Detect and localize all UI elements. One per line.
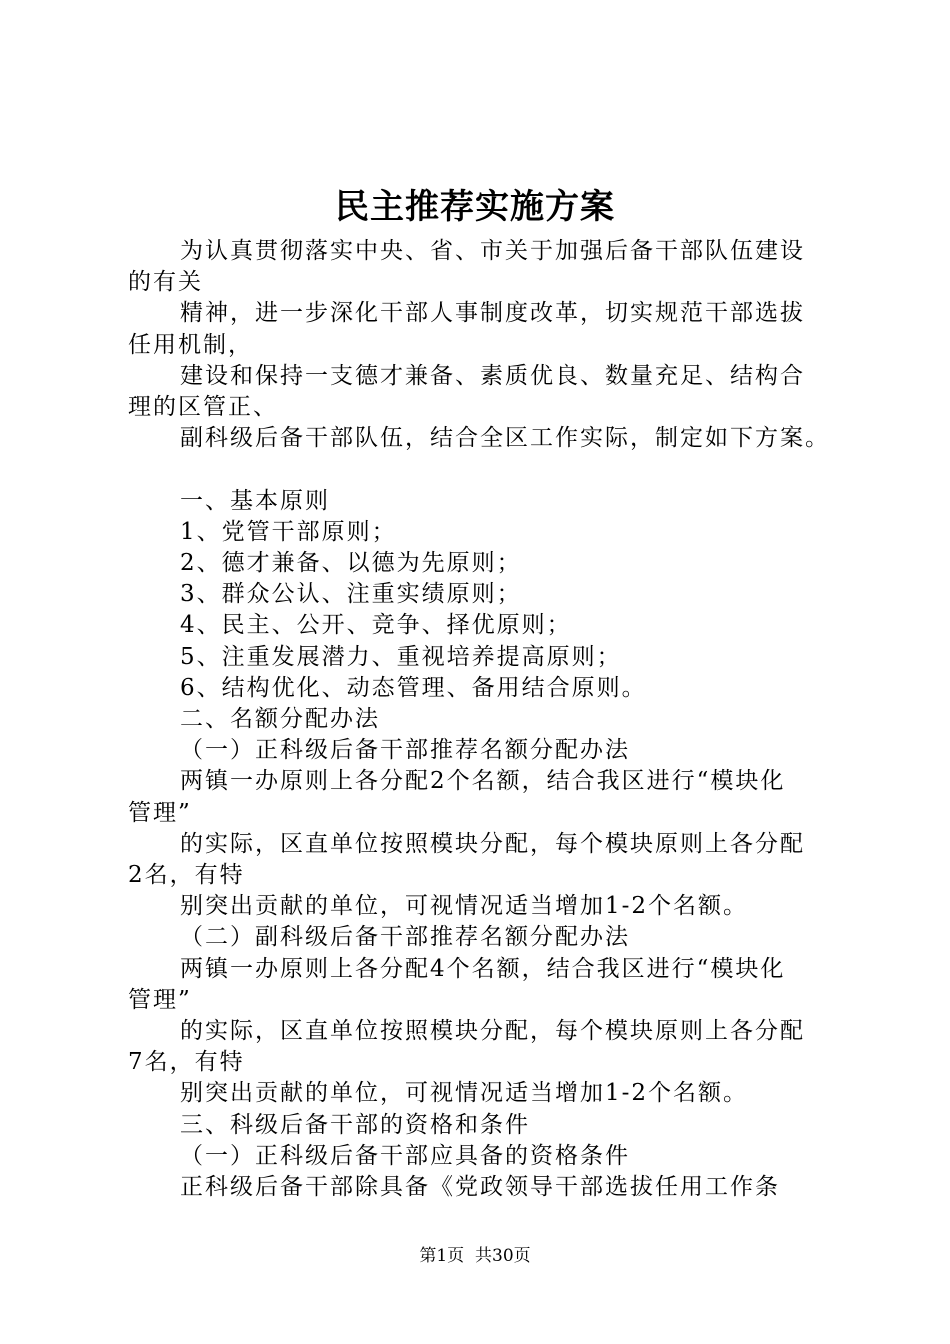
text-line: 别突出贡献的单位，可视情况适当增加1-2个名额。: [180, 1080, 749, 1107]
text-line: 任用机制，: [128, 331, 253, 358]
text-line: 两镇一办原则上各分配4个名额，结合我区进行“模块化: [180, 955, 786, 982]
text-line: 2、德才兼备、以德为先原则；: [180, 550, 522, 577]
text-line: 二、名额分配办法: [180, 706, 380, 733]
text-line: 两镇一办原则上各分配2个名额，结合我区进行“模块化: [180, 768, 786, 795]
text-line: 管理”: [128, 986, 192, 1013]
text-line: （二）副科级后备干部推荐名额分配办法: [180, 924, 630, 951]
text-line: 3、群众公认、注重实绩原则；: [180, 581, 522, 608]
text-line: 正科级后备干部除具备《党政领导干部选拔任用工作条: [180, 1174, 780, 1201]
text-line: 7名，有特: [128, 1049, 245, 1076]
document-title: 民主推荐实施方案: [335, 187, 615, 227]
text-line: 2名，有特: [128, 862, 245, 889]
blank-line: [128, 454, 848, 485]
text-line: 管理”: [128, 799, 192, 826]
text-line: 别突出贡献的单位，可视情况适当增加1-2个名额。: [180, 893, 749, 920]
text-line: 为认真贯彻落实中央、省、市关于加强后备干部队伍建设: [180, 238, 805, 264]
text-line: 建设和保持一支德才兼备、素质优良、数量充足、结构合: [180, 362, 805, 389]
document-body: [128, 236, 848, 1203]
page-number: 第1页: [419, 1246, 465, 1266]
text-line: 精神，进一步深化干部人事制度改革，切实规范干部选拔: [180, 300, 805, 327]
text-line: （一）正科级后备干部推荐名额分配办法: [180, 737, 630, 764]
text-line: 副科级后备干部队伍，结合全区工作实际，制定如下方案。: [180, 425, 830, 452]
text-line: 的实际，区直单位按照模块分配，每个模块原则上各分配: [180, 830, 805, 857]
page-total: 共30页: [475, 1246, 531, 1266]
text-line: （一）正科级后备干部应具备的资格条件: [180, 1142, 630, 1169]
text-line: 三、科级后备干部的资格和条件: [180, 1111, 530, 1138]
page-footer: [0, 1244, 950, 1268]
text-line: 的有关: [128, 269, 203, 296]
footer-gap: [464, 1246, 475, 1266]
text-line: 5、注重发展潜力、重视培养提高原则；: [180, 643, 622, 670]
text-line: 1、党管干部原则；: [180, 518, 397, 545]
text-line: 4、民主、公开、竞争、择优原则；: [180, 612, 572, 639]
text-line: 理的区管正、: [128, 394, 278, 421]
text-line: 的实际，区直单位按照模块分配，每个模块原则上各分配: [180, 1018, 805, 1045]
text-line: 一、基本原则: [180, 487, 330, 514]
text-line: 6、结构优化、动态管理、备用结合原则。: [180, 674, 647, 701]
